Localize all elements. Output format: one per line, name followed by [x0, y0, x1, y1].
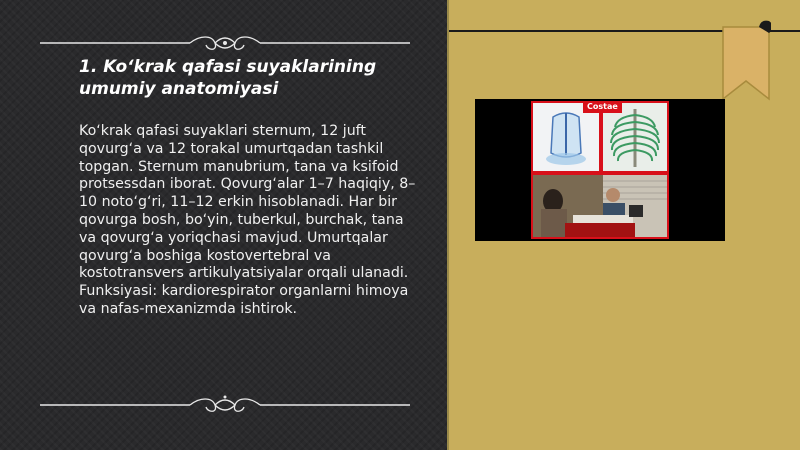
- anatomy-video-thumbnail[interactable]: [475, 99, 725, 241]
- rib-cage-icon: [603, 103, 667, 171]
- ornamental-divider-icon: [40, 33, 410, 53]
- slide-body-text: Ko‘krak qafasi suyaklari sternum, 12 juft qovurg‘a va 12 torakal umurtqadan tashkil topgan. Sternum manubrium, tana va ksifoid protsessdan iborat. Qovurg‘alar 1–7 haqiqiy, 8–10 noto‘g‘ri, 11–12 erkin hisoblanadi. Har bir qovurga bosh, bo‘yin, tuberkul, burchak, tana va qovurg‘a yoriqchasi mavjud. Umurtqalar qovurg‘a boshiga kostovertebral va kostotransvers artikulyatsiyalar orqali ulanadi. Funksiyasi: kardiorespirator organlarni himoya va nafas-mexanizmda ishtirok.: [79, 123, 416, 317]
- ornamental-divider-icon: [40, 393, 410, 413]
- video-caption: [565, 223, 635, 237]
- thorax-model-icon: [533, 103, 599, 171]
- slide-title: 1. Ko‘krak qafasi suyaklarining umumiy anatomiyasi: [79, 57, 377, 99]
- bookmark-ribbon-icon: [721, 19, 771, 101]
- costae-label: Costae: [583, 101, 622, 113]
